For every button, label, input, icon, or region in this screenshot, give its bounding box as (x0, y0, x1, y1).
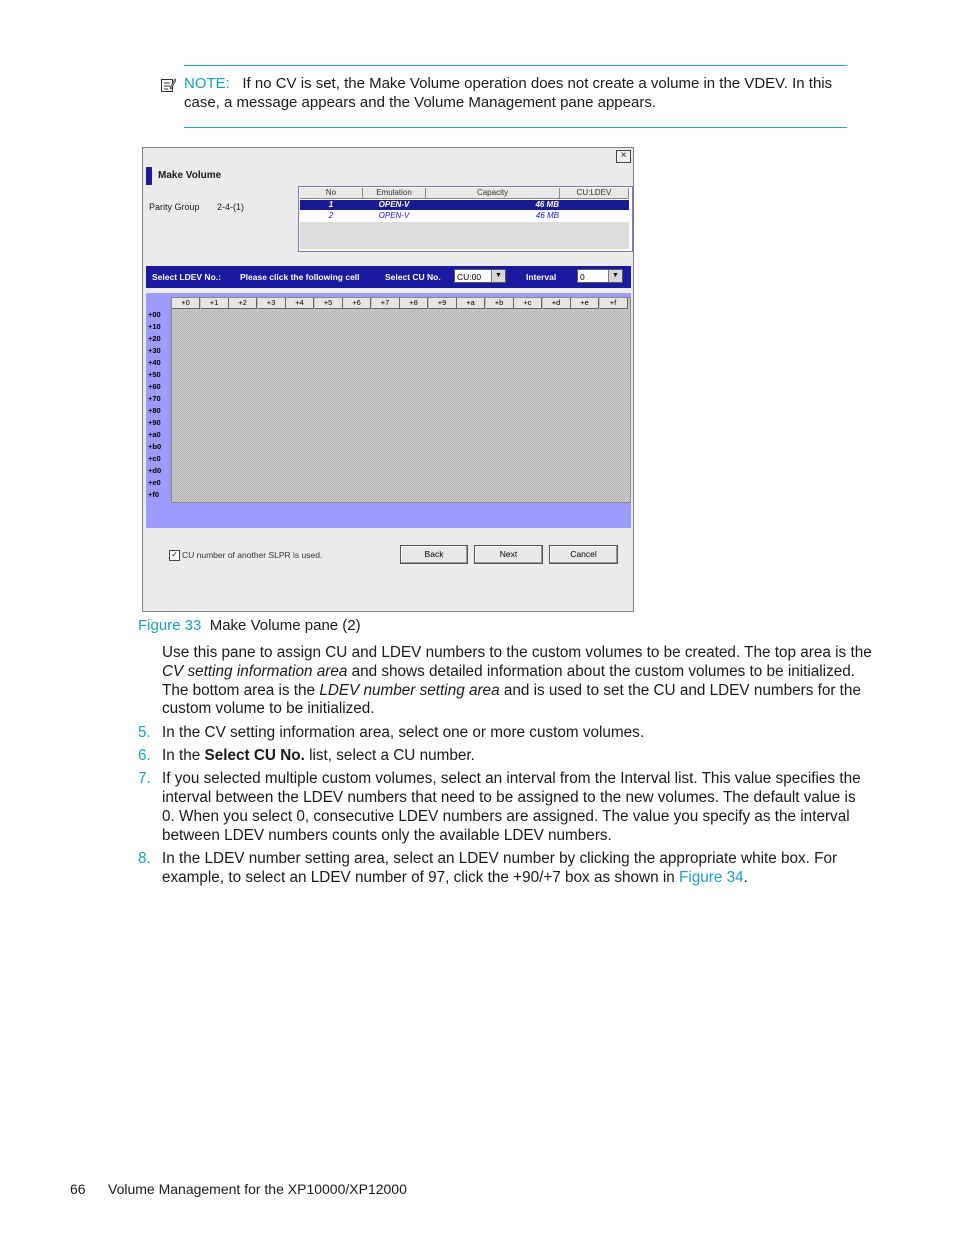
intro-text: and is used to set the CU and LDEV numbers for the (499, 682, 861, 699)
title-accent-bar (146, 167, 152, 185)
figure-34-link[interactable]: Figure 34 (679, 869, 744, 886)
grid-column-header: +9 (429, 298, 457, 309)
intro-text: custom volume to be initialized. (162, 700, 375, 717)
intro-line-1 (162, 643, 872, 662)
table-empty-area (300, 222, 629, 249)
grid-column-header: +a (457, 298, 485, 309)
grid-column-header: +0 (172, 298, 200, 309)
back-button[interactable]: Back (400, 545, 468, 564)
page-number: 66 (70, 1181, 86, 1197)
grid-row-header: +f0 (148, 490, 160, 499)
step-7-line-2: interval between the LDEV numbers that need to be assigned to the new volumes. The default value is (162, 789, 856, 806)
grid-column-header: +d (543, 298, 571, 309)
intro-emphasis: CV setting information area (162, 663, 348, 680)
parity-group-value: 2-4-(1) (217, 202, 245, 212)
grid-row-header: +b0 (148, 442, 162, 451)
note-line-1 (184, 74, 832, 93)
grid-column-header: +c (514, 298, 542, 309)
step-text: In the (162, 747, 205, 764)
grid-column-header: +7 (372, 298, 400, 309)
grid-row-header: +20 (148, 334, 161, 343)
note-text-2: case, a message appears and the Volume Management pane appears. (184, 94, 656, 111)
step-bold: Select CU No. (204, 747, 305, 764)
intro-line-2 (162, 662, 855, 681)
grid-row-header: +50 (148, 370, 161, 379)
note-bottom-rule (184, 127, 847, 128)
select-ldev-label: Select LDEV No.: (152, 272, 221, 282)
step-5-text: In the CV setting information area, select one or more custom volumes. (162, 724, 645, 741)
col-header-capacity[interactable]: Capacity (426, 188, 560, 199)
step-7-line-3: 0. When you select 0, consecutive LDEV numbers are assigned. The value you specify as the interval (162, 808, 850, 825)
cell-capacity: 46 MB (535, 200, 559, 209)
col-header-culdev[interactable]: CU:LDEV (560, 188, 629, 199)
select-instruction: Please click the following cell (240, 272, 360, 282)
close-icon[interactable]: × (616, 150, 631, 163)
next-button[interactable]: Next (474, 545, 543, 564)
footer-title: Volume Management for the XP10000/XP12000 (108, 1181, 407, 1197)
grid-column-header: +e (571, 298, 599, 309)
grid-row-header: +e0 (148, 478, 161, 487)
grid-row-header: +d0 (148, 466, 162, 475)
cu-select-value: CU:00 (457, 272, 482, 282)
grid-row-header: +80 (148, 406, 161, 415)
step-6-number: 6. (138, 747, 151, 764)
grid-row-header: +60 (148, 382, 161, 391)
intro-line-3 (162, 681, 861, 700)
select-ldev-bar (146, 266, 631, 288)
chevron-down-icon[interactable]: ▼ (608, 270, 622, 282)
step-5-number: 5. (138, 724, 151, 741)
step-text: example, to select an LDEV number of 97, click the +90/+7 box as shown in (162, 869, 679, 886)
make-volume-dialog (142, 147, 634, 612)
col-header-no[interactable]: No (300, 188, 363, 199)
grid-column-header: +1 (201, 298, 229, 309)
cancel-button[interactable]: Cancel (549, 545, 618, 564)
figure-caption (138, 616, 361, 635)
grid-column-header: +2 (229, 298, 257, 309)
ldev-setting-area (146, 293, 631, 528)
col-header-emulation[interactable]: Emulation (363, 188, 426, 199)
select-cu-label: Select CU No. (385, 272, 441, 282)
grid-row-header: +10 (148, 322, 161, 331)
interval-select[interactable] (577, 269, 623, 283)
step-6-text (162, 746, 475, 765)
interval-select-value: 0 (580, 272, 585, 282)
grid-row-header: +c0 (148, 454, 161, 463)
step-8-line-1: In the LDEV number setting area, select an LDEV number by clicking the appropriate white box. For (162, 850, 838, 867)
slpr-checkbox-label: CU number of another SLPR is used. (182, 550, 323, 560)
cell-emulation: OPEN-V (378, 200, 410, 209)
grid-row-header: +00 (148, 310, 161, 319)
grid-column-header: +5 (315, 298, 343, 309)
intro-text: and shows detailed information about the custom volumes to be initialized. (347, 663, 855, 680)
intro-text: The bottom area is the (162, 682, 320, 699)
figure-caption-text: Make Volume pane (2) (209, 617, 361, 634)
slpr-checkbox[interactable]: ✓ (169, 550, 180, 561)
step-text: . (743, 869, 748, 886)
cv-setting-table (298, 186, 633, 252)
step-7-number: 7. (138, 770, 151, 787)
interval-label: Interval (526, 272, 557, 282)
step-8-line-2 (162, 868, 748, 887)
cu-select[interactable] (454, 269, 506, 283)
note-icon (160, 77, 176, 98)
table-row[interactable] (300, 200, 629, 210)
cell-no: 2 (328, 211, 334, 220)
intro-line-4 (162, 699, 375, 718)
grid-row-header: +70 (148, 394, 161, 403)
note-top-rule (184, 65, 847, 66)
grid-row-header: +40 (148, 358, 161, 367)
grid-column-header: +8 (400, 298, 428, 309)
step-7-line-1: If you selected multiple custom volumes, select an interval from the Interval list. This value specifies the (162, 770, 861, 787)
cell-capacity: 46 MB (535, 211, 559, 220)
parity-group-label: Parity Group (149, 202, 200, 212)
grid-column-header: +4 (286, 298, 314, 309)
grid-row-header: +90 (148, 418, 161, 427)
grid-column-header: +3 (258, 298, 286, 309)
step-text: list, select a CU number. (304, 747, 475, 764)
chevron-down-icon[interactable]: ▼ (491, 270, 505, 282)
note-label: NOTE: (184, 75, 230, 92)
grid-column-header: +6 (343, 298, 371, 309)
intro-text: Use this pane to assign CU and LDEV numbers to the custom volumes to be created. The top area is the (162, 644, 872, 661)
grid-row-header: +30 (148, 346, 161, 355)
step-8-number: 8. (138, 850, 151, 867)
grid-column-header: +b (486, 298, 514, 309)
cell-no: 1 (328, 200, 334, 209)
figure-label: Figure 33 (138, 617, 202, 634)
note-text-1: If no CV is set, the Make Volume operation does not create a volume in the VDEV. In this (242, 75, 833, 92)
grid-row-header: +a0 (148, 430, 161, 439)
ldev-grid[interactable] (171, 297, 631, 503)
dialog-title: Make Volume (158, 170, 222, 181)
table-row[interactable] (300, 211, 629, 221)
step-7-line-4: between LDEV numbers counts only the available LDEV numbers. (162, 827, 612, 844)
grid-column-header: +f (600, 298, 628, 309)
cell-emulation: OPEN-V (378, 211, 410, 220)
intro-emphasis: LDEV number setting area (319, 682, 500, 699)
